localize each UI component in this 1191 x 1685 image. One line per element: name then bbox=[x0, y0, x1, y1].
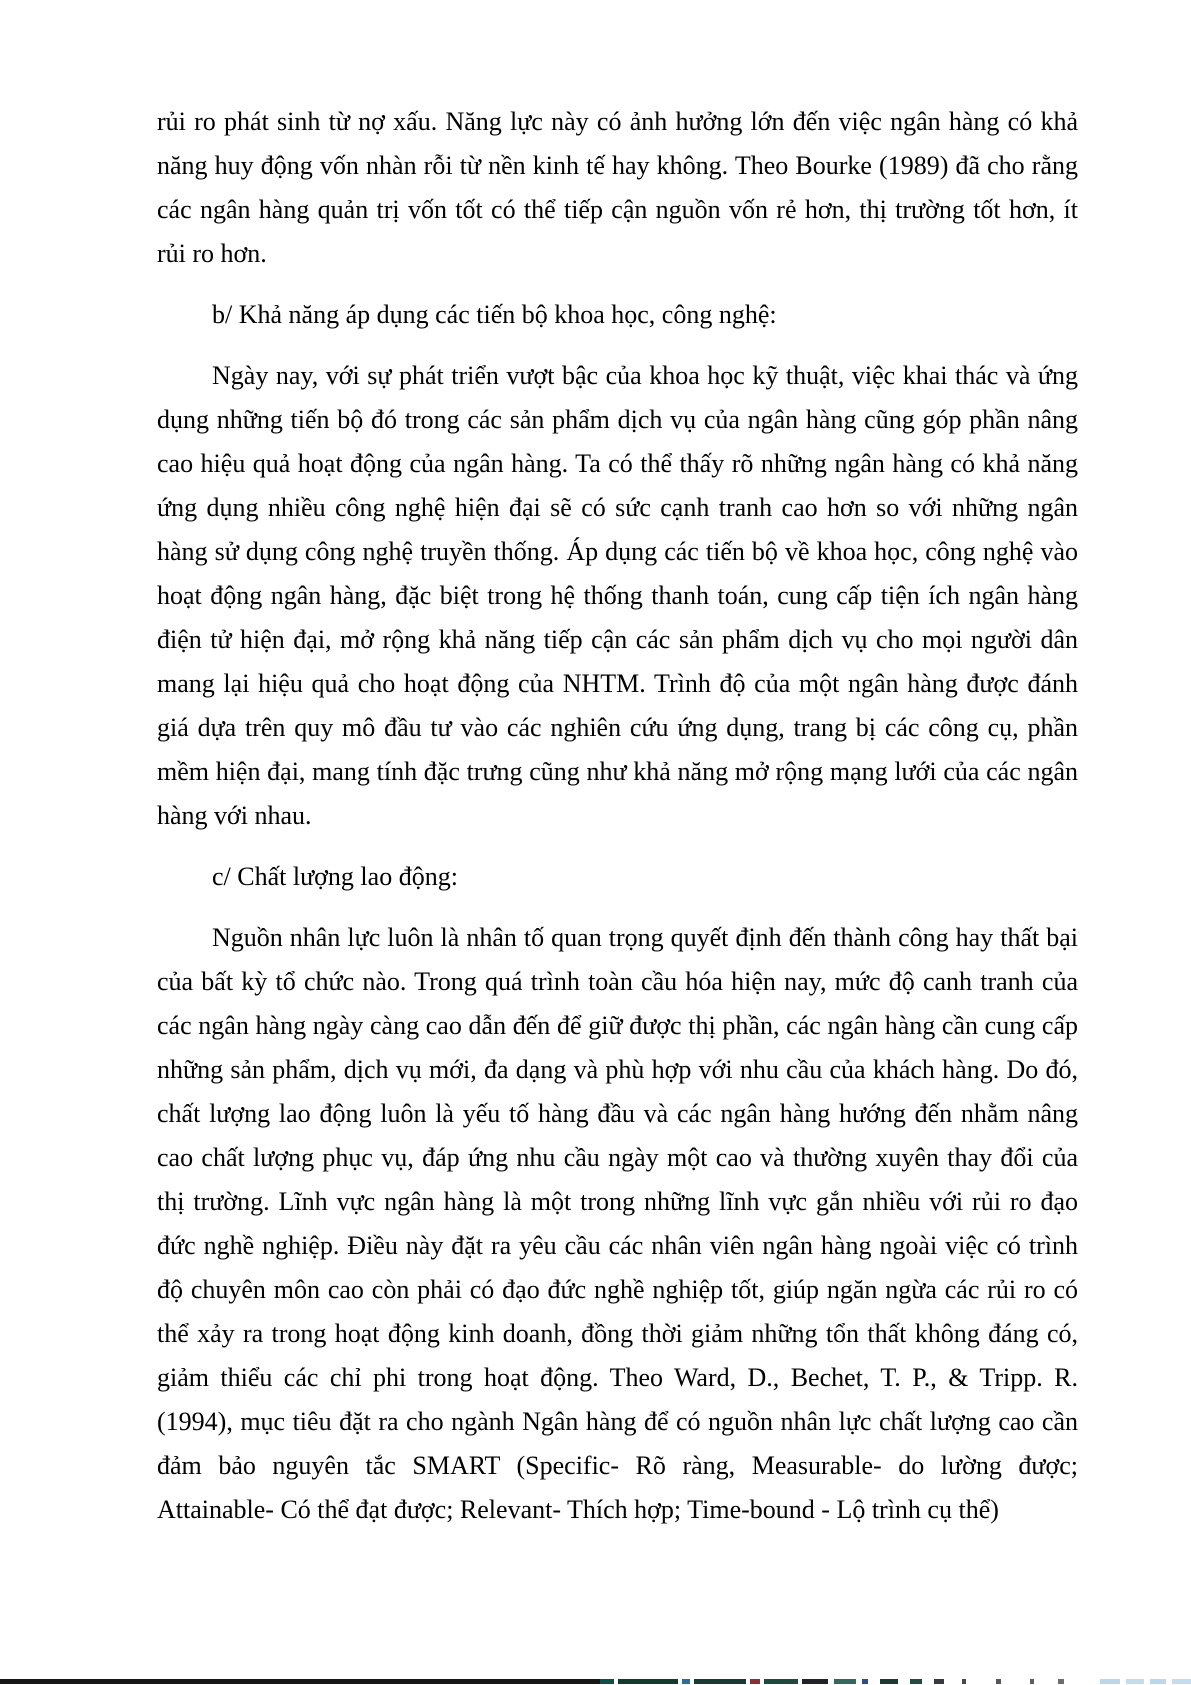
edge-tick-segment bbox=[1030, 1679, 1034, 1684]
heading-c-chat-luong-lao-dong: c/ Chất lượng lao động: bbox=[212, 862, 458, 891]
edge-noise-segment bbox=[802, 1679, 828, 1684]
edge-dash-segment bbox=[1172, 1679, 1191, 1684]
edge-noise-segment bbox=[934, 1679, 944, 1684]
heading-b-kha-nang-ap-dung: b/ Khả năng áp dụng các tiến bộ khoa học, công nghệ: bbox=[212, 300, 777, 329]
bottom-edge-strip bbox=[0, 1678, 1191, 1685]
edge-noise-segment bbox=[694, 1679, 746, 1684]
edge-noise-segment bbox=[834, 1679, 856, 1684]
edge-tick-segment bbox=[1058, 1679, 1064, 1684]
edge-noise-segment bbox=[682, 1679, 690, 1684]
paragraph-continuation: rủi ro phát sinh từ nợ xấu. Năng lực này có ảnh hưởng lớn đến việc ngân hàng có khả năng huy động vốn nhàn rỗi từ nền kinh tế hay không. Theo Bourke (1989) đã cho rằng các ngân hàng quản trị vốn tốt có thể tiếp cận nguồn vốn rẻ hơn, thị trường tốt hơn, ít rủi ro hơn. bbox=[157, 107, 1078, 268]
edge-noise-segment bbox=[880, 1679, 898, 1684]
edge-noise-segment bbox=[618, 1679, 678, 1684]
edge-tick-segment bbox=[996, 1679, 1001, 1684]
edge-dash-segment bbox=[1126, 1679, 1144, 1684]
edge-noise-segment bbox=[764, 1679, 798, 1684]
edge-noise-segment bbox=[750, 1679, 760, 1684]
edge-strip-solid-segment bbox=[0, 1679, 600, 1684]
edge-tick-segment bbox=[962, 1679, 966, 1684]
edge-dash-segment bbox=[1100, 1679, 1120, 1684]
document-text-block bbox=[157, 100, 1078, 1532]
edge-noise-segment bbox=[910, 1679, 922, 1684]
edge-noise-segment bbox=[862, 1679, 868, 1684]
paragraph-human-resources: Nguồn nhân lực luôn là nhân tố quan trọng quyết định đến thành công hay thất bại của bất kỳ tổ chức nào. Trong quá trình toàn cầu hóa hiện nay, mức độ canh tranh của các ngân hàng ngày càng cao dẫn đến để giữ được thị phần, các ngân hàng cần cung cấp những sản phẩm, dịch vụ mới, đa dạng và phù hợp với nhu cầu của khách hàng. Do đó, chất lượng lao động luôn là yếu tố hàng đầu và các ngân hàng hướng đến nhằm nâng cao chất lượng phục vụ, đáp ứng nhu cầu ngày một cao và thường xuyên thay đổi của thị trường. Lĩnh vực ngân hàng là một trong những lĩnh vực gắn nhiều với rủi ro đạo đức nghề nghiệp. Điều này đặt ra yêu cầu các nhân viên ngân hàng ngoài việc có trình độ chuyên môn cao còn phải có đạo đức nghề nghiệp tốt, giúp ngăn ngừa các rủi ro có thể xảy ra trong hoạt động kinh doanh, đồng thời giảm những tổn thất không đáng có, giảm thiểu các chỉ phi trong hoạt động. Theo Ward, D., Bechet, T. P., & Tripp. R. (1994), mục tiêu đặt ra cho ngành Ngân hàng để có nguồn nhân lực chất lượng cao cần đảm bảo nguyên tắc SMART (Specific- Rõ ràng, Measurable- do lường được; Attainable- Có thể đạt được; Relevant- Thích hợp; Time-bound - Lộ trình cụ thể) bbox=[157, 923, 1078, 1524]
paragraph-technology: Ngày nay, với sự phát triển vượt bậc của khoa học kỹ thuật, việc khai thác và ứng dụng những tiến bộ đó trong các sản phẩm dịch vụ của ngân hàng cũng góp phần nâng cao hiệu quả hoạt động của ngân hàng. Ta có thể thấy rõ những ngân hàng có khả năng ứng dụng nhiều công nghệ hiện đại sẽ có sức cạnh tranh cao hơn so với những ngân hàng sử dụng công nghệ truyền thống. Áp dụng các tiến bộ về khoa học, công nghệ vào hoạt động ngân hàng, đặc biệt trong hệ thống thanh toán, cung cấp tiện ích ngân hàng điện tử hiện đại, mở rộng khả năng tiếp cận các sản phẩm dịch vụ cho mọi người dân mang lại hiệu quả cho hoạt động của NHTM. Trình độ của một ngân hàng được đánh giá dựa trên quy mô đầu tư vào các nghiên cứu ứng dụng, trang bị các công cụ, phần mềm hiện đại, mang tính đặc trưng cũng như khả năng mở rộng mạng lưới của các ngân hàng với nhau. bbox=[157, 361, 1078, 830]
edge-dash-segment bbox=[1150, 1679, 1166, 1684]
edge-noise-segment bbox=[600, 1679, 614, 1684]
